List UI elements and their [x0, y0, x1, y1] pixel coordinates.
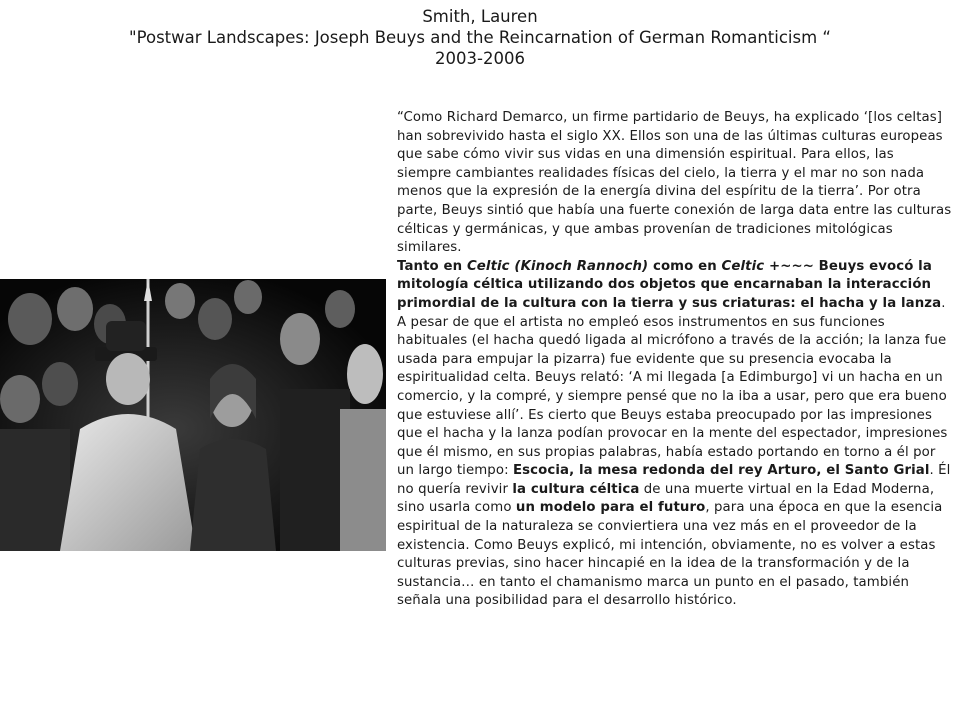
p2-period: . — [941, 295, 946, 311]
p2-text: Beuys evocó la mitología céltica utilizando dos objetos que encarnaban la interacción primordial de la cultura con la tierra y sus criaturas: el hacha y la lanza — [397, 258, 942, 311]
work-title: "Postwar Landscapes: Joseph Beuys and the Reincarnation of German Romanticism “ — [129, 28, 831, 47]
quote-body — [397, 109, 952, 611]
p2-text: Tanto en — [397, 258, 467, 274]
p3-text: A pesar de que el artista no empleó esos instrumentos en sus funciones habituales (el hacha quedó ligada al micrófono a través de la acción; la lanza fue usada para empujar la pizarra) fue evidente que su presencia evocaba la espiritualidad celta. Beuys relató: ‘A mi llegada [a Edimburgo] vi un hacha en un comercio, y la compré, y siempre pensé que no la iba a usar, pero que era bueno que estuviese allí’. Es cierto que Beuys estaba preocupado por las impresiones que el hacha y la lanza podían provocar en la mente del espectador, impresiones que él mismo, en sus propias palabras, había estado portando en torno a él por un largo tiempo: — [397, 314, 948, 479]
photo-icon — [0, 279, 386, 551]
p3-bold-2: la cultura céltica — [512, 481, 640, 497]
p3-text: de una muerte virtual en la Edad Moderna, sino usarla como — [397, 481, 935, 516]
paragraph-2 — [397, 258, 952, 314]
paragraph-3 — [397, 314, 952, 612]
p3-bold-1: Escocia, la mesa redonda del rey Arturo, el Santo Grial — [512, 463, 930, 479]
date-range: 2003-2006 — [435, 49, 525, 68]
slide-header — [0, 6, 960, 69]
paragraph-1: “Como Richard Demarco, un firme partidario de Beuys, ha explicado ‘[los celtas] han sobrevivido hasta el siglo XX. Ellos son una de las últimas culturas europeas que sabe cómo vivir sus vidas en una dimensión espiritual. Para ellos, las siempre cambiantes realidades físicas del cielo, la tierra y el mar no son nada menos que la expresión de la energía divina del espíritu de la tierra’. Por otra parte, Beuys sintió que había una fuerte conexión de larga data entre las culturas célticas y germánicas, y que ambas provenían de tradiciones mitológicas similares. — [397, 110, 952, 256]
p3-text: , para una época en que la esencia espiritual de la naturaleza se conviertiera una vez más en el proveedor de la existencia. Como Beuys explicó, mi intención, obviamente, no es volver a estas culturas previas, sino hacer hincapié en la idea de la transformación y de la sustancia… en tanto el chamanismo marca un punto en el pasado, también señala una posibilidad para el desarrollo histórico. — [397, 500, 943, 609]
p3-bold-3: un modelo para el futuro — [515, 500, 706, 516]
p2-work-1: Celtic (Kinoch Rannoch) — [466, 258, 649, 274]
author-line: Smith, Lauren — [422, 7, 538, 26]
beuys-crowd-photo — [0, 279, 386, 551]
p2-work-2: Celtic +~~~ — [721, 258, 814, 274]
p2-text: como en — [648, 258, 722, 274]
p3-text: . Él no quería revivir — [397, 463, 951, 497]
